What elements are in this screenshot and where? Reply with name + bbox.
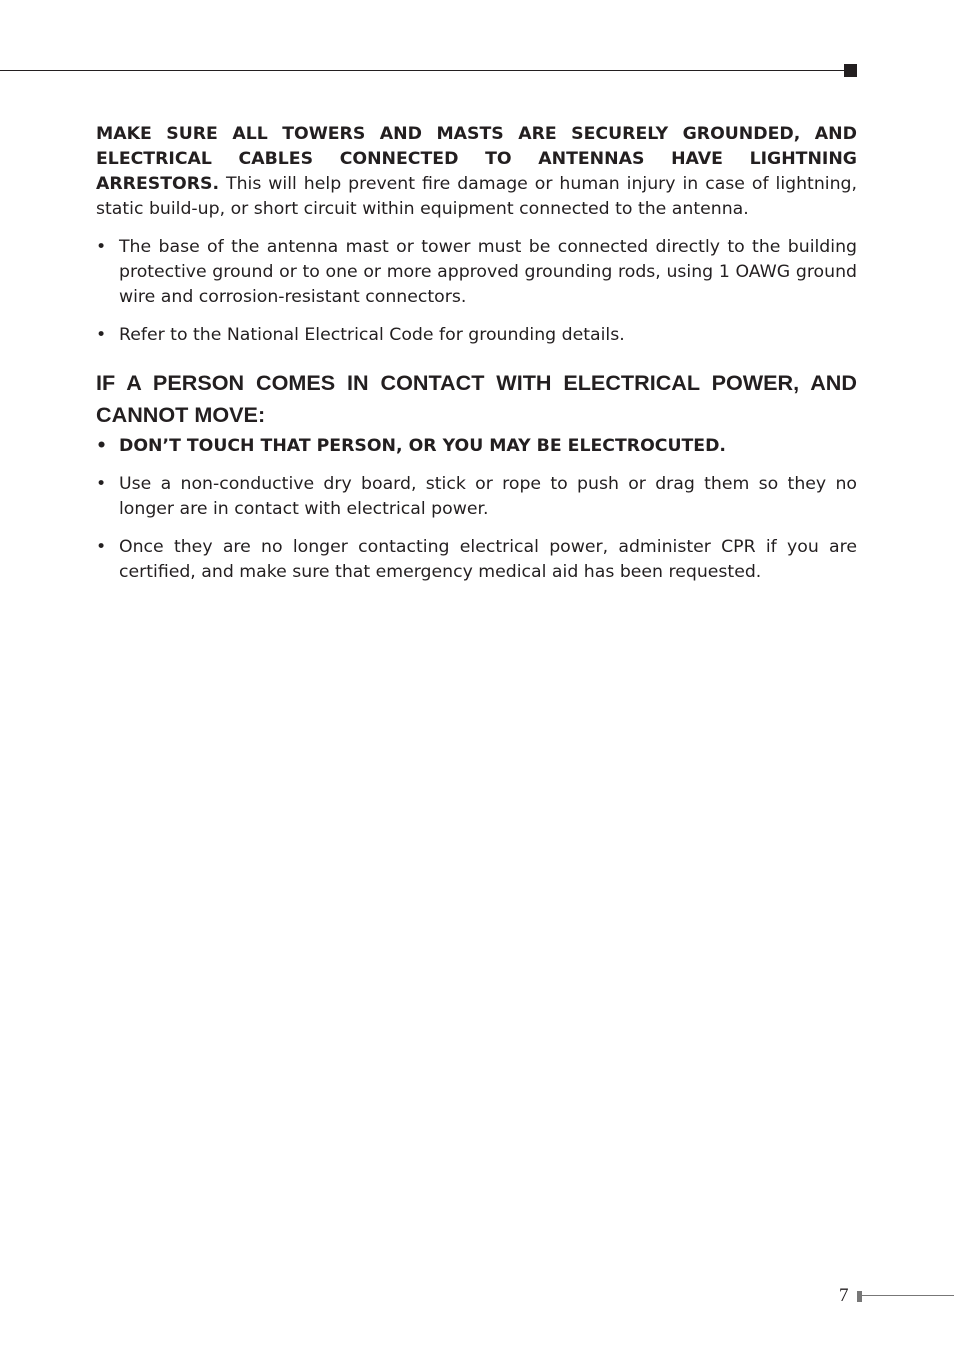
grounding-bullet-list: [96, 235, 857, 348]
intro-paragraph: [96, 122, 857, 222]
footer-rule: [862, 1295, 954, 1296]
footer-bar-marker: [857, 1291, 862, 1302]
list-item-text: Refer to the National Electrical Code for grounding details.: [119, 325, 625, 345]
intro-body-text: This will help prevent fire damage or human injury in case of lightning, static build-up, or short circuit within equipment connected to the antenna.: [96, 174, 857, 219]
list-item: [96, 535, 857, 585]
list-item-text: The base of the antenna mast or tower must be connected directly to the building protective ground or to one or more approved grounding rods, using 1 OAWG ground wire and corrosion-resistant connectors.: [119, 237, 857, 307]
header-square-marker: [844, 64, 857, 77]
header-rule: [0, 70, 846, 71]
list-item-text: DON’T TOUCH THAT PERSON, OR YOU MAY BE ELECTROCUTED.: [119, 436, 726, 456]
bullet-icon: •: [96, 436, 108, 456]
list-item: [96, 323, 857, 348]
page-content: [96, 122, 857, 585]
contact-bullet-list: [96, 434, 857, 585]
section-heading: IF A PERSON COMES IN CONTACT WITH ELECTRICAL POWER, AND CANNOT MOVE:: [96, 370, 857, 427]
bullet-icon: •: [96, 325, 107, 345]
list-item: [96, 434, 857, 459]
intro-warning-bold: MAKE SURE ALL TOWERS AND MASTS ARE SECURELY GROUNDED, AND ELECTRICAL CABLES CONNECTED TO ANTENNAS HAVE LIGHTNING ARRESTORS.: [96, 124, 857, 194]
list-item-text: Use a non-conductive dry board, stick or rope to push or drag them so they no longer are in contact with electrical power.: [119, 474, 857, 519]
list-item: [96, 472, 857, 522]
page-number: 7: [839, 1285, 849, 1306]
bullet-icon: •: [96, 537, 107, 557]
bullet-icon: •: [96, 474, 107, 494]
list-item-text: Once they are no longer contacting electrical power, administer CPR if you are certified, and make sure that emergency medical aid has been requested.: [119, 537, 857, 582]
bullet-icon: •: [96, 237, 107, 257]
list-item: [96, 235, 857, 310]
